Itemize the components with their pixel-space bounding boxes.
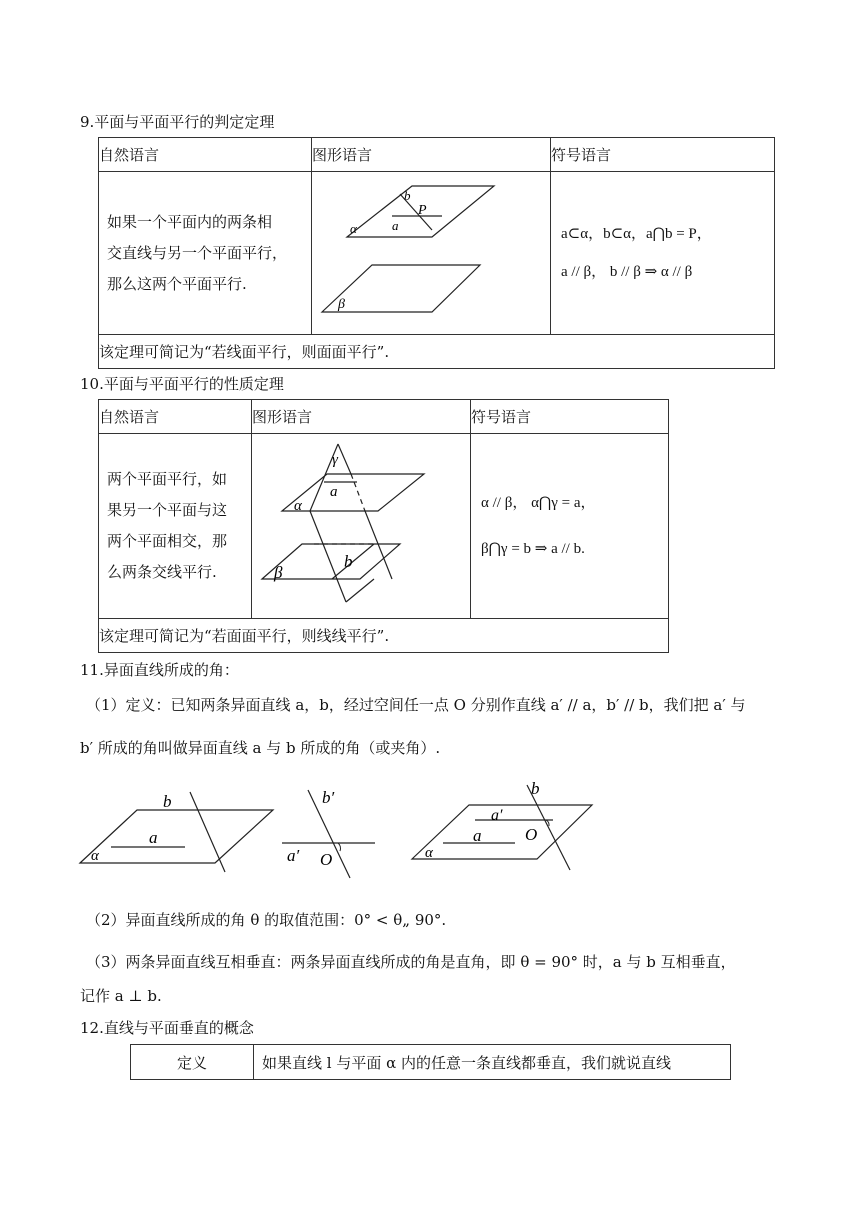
label-P: P — [418, 203, 427, 218]
definition-line-2: b′ 所成的角叫做异面直线 a 与 b 所成的角（或夹角）. — [80, 739, 441, 757]
plane-alpha — [282, 474, 424, 511]
label-a: a — [330, 484, 338, 500]
definition-label: 定义 — [131, 1045, 254, 1080]
theorem-table-9 — [98, 137, 775, 369]
theorem-note: 该定理可简记为“若线面平行，则面面平行”. — [99, 335, 775, 369]
natural-line: 交直线与另一个平面平行， — [107, 243, 288, 262]
plane-gamma-top-edge — [338, 444, 351, 474]
label-a-prime: a′ — [491, 807, 503, 824]
label-a: a — [392, 218, 399, 233]
plane-gamma-bottom-edge — [346, 579, 374, 602]
label-alpha: α — [425, 845, 433, 861]
label-b: b — [163, 792, 172, 811]
label-a: a — [149, 828, 158, 847]
header-natural: 自然语言 — [99, 400, 252, 434]
label-a-prime: a′ — [287, 846, 300, 865]
plane-beta — [322, 265, 480, 312]
definition-table — [130, 1044, 731, 1080]
label-b-prime: b′ — [322, 788, 335, 807]
label-b: b — [531, 780, 540, 798]
label-O: O — [320, 850, 333, 869]
section-11-heading: 11.异面直线所成的角： — [80, 661, 239, 679]
label-alpha: α — [91, 848, 99, 864]
symbol-line: a // β， b // β ⇒ α // β — [561, 264, 693, 280]
perpendicular-line-2: 记作 a ⊥ b. — [80, 987, 162, 1005]
symbol-language-cell — [471, 434, 669, 619]
label-alpha: α — [294, 498, 302, 514]
plane-alpha-1 — [80, 810, 273, 863]
line-b — [332, 544, 374, 579]
label-beta: β — [274, 563, 283, 582]
natural-line: 么两条交线平行. — [107, 563, 217, 581]
header-natural: 自然语言 — [99, 138, 312, 172]
definition-line-1: （1）定义：已知两条异面直线 a，b，经过空间任一点 O 分别作直线 a′ // a，b′ // b，我们把 a′ 与 — [86, 696, 746, 714]
symbol-line: a⊂α，b⊂α，a⋂b = P， — [561, 226, 712, 242]
natural-language-cell — [99, 434, 252, 619]
figure-cell — [252, 434, 471, 619]
section-10-heading: 10.平面与平面平行的性质定理 — [80, 375, 284, 393]
label-b: b — [344, 552, 353, 571]
header-symbol: 符号语言 — [551, 138, 775, 172]
line-b-1 — [190, 792, 225, 872]
section-9-heading: 9.平面与平面平行的判定定理 — [80, 113, 275, 131]
range-paragraph: （2）异面直线所成的角 θ 的取值范围：0° < θ„ 90°. — [86, 911, 447, 929]
natural-line: 如果一个平面内的两条相 — [107, 212, 273, 231]
natural-line: 两个平面相交，那 — [107, 532, 228, 550]
header-figure: 图形语言 — [252, 400, 471, 434]
plane-gamma-hidden-edge — [351, 474, 365, 511]
plane-gamma-right-edge — [365, 511, 392, 579]
angle-arc — [338, 843, 341, 851]
plane-gamma-lower-edge — [310, 511, 346, 602]
symbol-language-cell — [551, 172, 775, 335]
natural-line: 那么这两个平面平行. — [107, 274, 247, 293]
natural-line: 果另一个平面与这 — [107, 501, 228, 519]
section-12-heading: 12.直线与平面垂直的概念 — [80, 1019, 254, 1037]
label-alpha: α — [350, 221, 357, 236]
plane-intersection-figure — [252, 434, 470, 614]
definition-text: 如果直线 l 与平面 α 内的任意一条直线都垂直，我们就说直线 — [254, 1045, 731, 1080]
parallel-planes-figure — [312, 172, 550, 330]
natural-language-cell — [99, 172, 312, 335]
perpendicular-line-1: （3）两条异面直线互相垂直：两条异面直线所成的角是直角，即 θ = 90° 时，a 与 b 互相垂直， — [86, 953, 736, 971]
label-beta: β — [338, 297, 345, 312]
label-b: b — [404, 188, 411, 203]
theorem-note: 该定理可简记为“若面面平行，则线线平行”. — [99, 619, 669, 653]
symbol-line: β⋂γ = b ⇒ a // b. — [481, 541, 585, 557]
symbol-line: α // β， α⋂γ = a， — [481, 495, 596, 511]
theorem-table-10 — [98, 399, 669, 653]
natural-line: 两个平面平行，如 — [107, 470, 228, 488]
plane-beta — [262, 544, 400, 579]
figure-cell — [312, 172, 551, 335]
skew-lines-figures — [75, 780, 595, 890]
header-symbol: 符号语言 — [471, 400, 669, 434]
label-O: O — [525, 825, 538, 844]
label-gamma: γ — [332, 452, 338, 468]
label-a: a — [473, 826, 482, 845]
header-figure: 图形语言 — [312, 138, 551, 172]
